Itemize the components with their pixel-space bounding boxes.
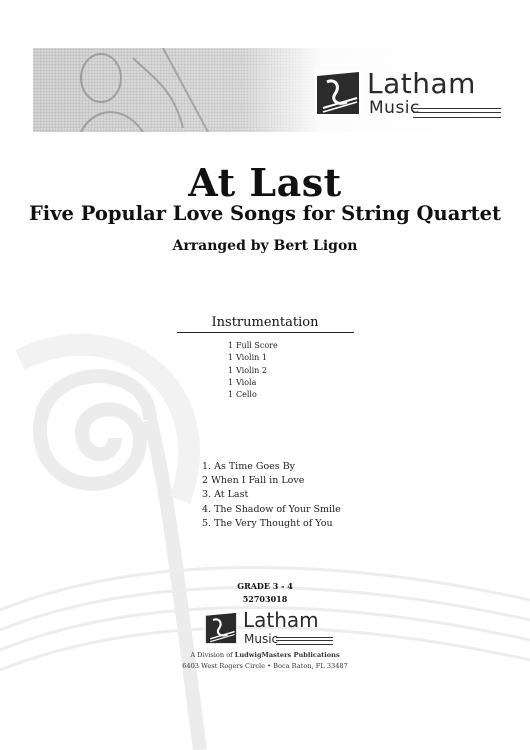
footer-logo-staff-lines (276, 637, 333, 645)
header-logo-sub: Music (369, 98, 420, 118)
instrument-qty: 1 (228, 341, 234, 350)
song-list (202, 460, 341, 531)
header-logo-staff-lines (413, 108, 501, 118)
instrument-item (228, 365, 278, 377)
instrument-item (228, 389, 278, 401)
instrumentation-list (228, 340, 278, 401)
header-banner (33, 48, 501, 132)
catalog-number: 52703018 (242, 594, 288, 604)
song-item: 1. As Time Goes By (202, 461, 296, 472)
publisher-division (0, 651, 530, 659)
instrument-qty: 1 (228, 377, 234, 387)
instrument-qty: 1 (228, 390, 234, 400)
instrument-name: Violin 2 (236, 365, 267, 375)
instrument-qty: 1 (228, 365, 234, 375)
division-company: LudwigMasters Publications (234, 651, 340, 659)
instrument-item (228, 352, 278, 364)
page-title: At Last (188, 160, 342, 205)
instrumentation-heading: Instrumentation (211, 315, 319, 330)
latham-logo-mark-icon (313, 68, 363, 118)
instrument-name: Violin 1 (236, 353, 267, 363)
header-logo-name: Latham (367, 67, 476, 100)
instrumentation-divider (177, 332, 354, 333)
latham-logo-mark-icon (203, 610, 239, 646)
instrument-name: Viola (236, 377, 257, 387)
footer-logo-sub: Music (244, 632, 279, 646)
instrument-item (228, 377, 278, 389)
footer-logo (203, 608, 333, 650)
song-item: 3. At Last (202, 489, 249, 501)
song-item: 2 When I Fall in Love (202, 475, 305, 487)
instrument-qty: 1 (228, 353, 234, 363)
footer-logo-name: Latham (243, 608, 319, 632)
grade-label: GRADE 3 - 4 (237, 581, 293, 591)
header-logo (313, 66, 501, 126)
song-item: 4. The Shadow of Your Smile (202, 503, 341, 515)
publisher-address: 6403 West Rogers Circle • Boca Raton, FL 33487 (182, 662, 348, 670)
instrument-name: Full Score (236, 341, 278, 350)
footer-logo-staff-line-mid (276, 640, 333, 641)
header-logo-staff-line-mid (413, 112, 501, 113)
song-item: 5. The Very Thought of You (202, 517, 333, 529)
page-subtitle: Five Popular Love Songs for String Quartet (28, 202, 502, 225)
instrument-name: Cello (236, 390, 257, 400)
division-prefix: A Division of (190, 651, 235, 659)
arranger-credit: Arranged by Bert Ligon (172, 238, 358, 254)
instrument-item (228, 340, 278, 352)
